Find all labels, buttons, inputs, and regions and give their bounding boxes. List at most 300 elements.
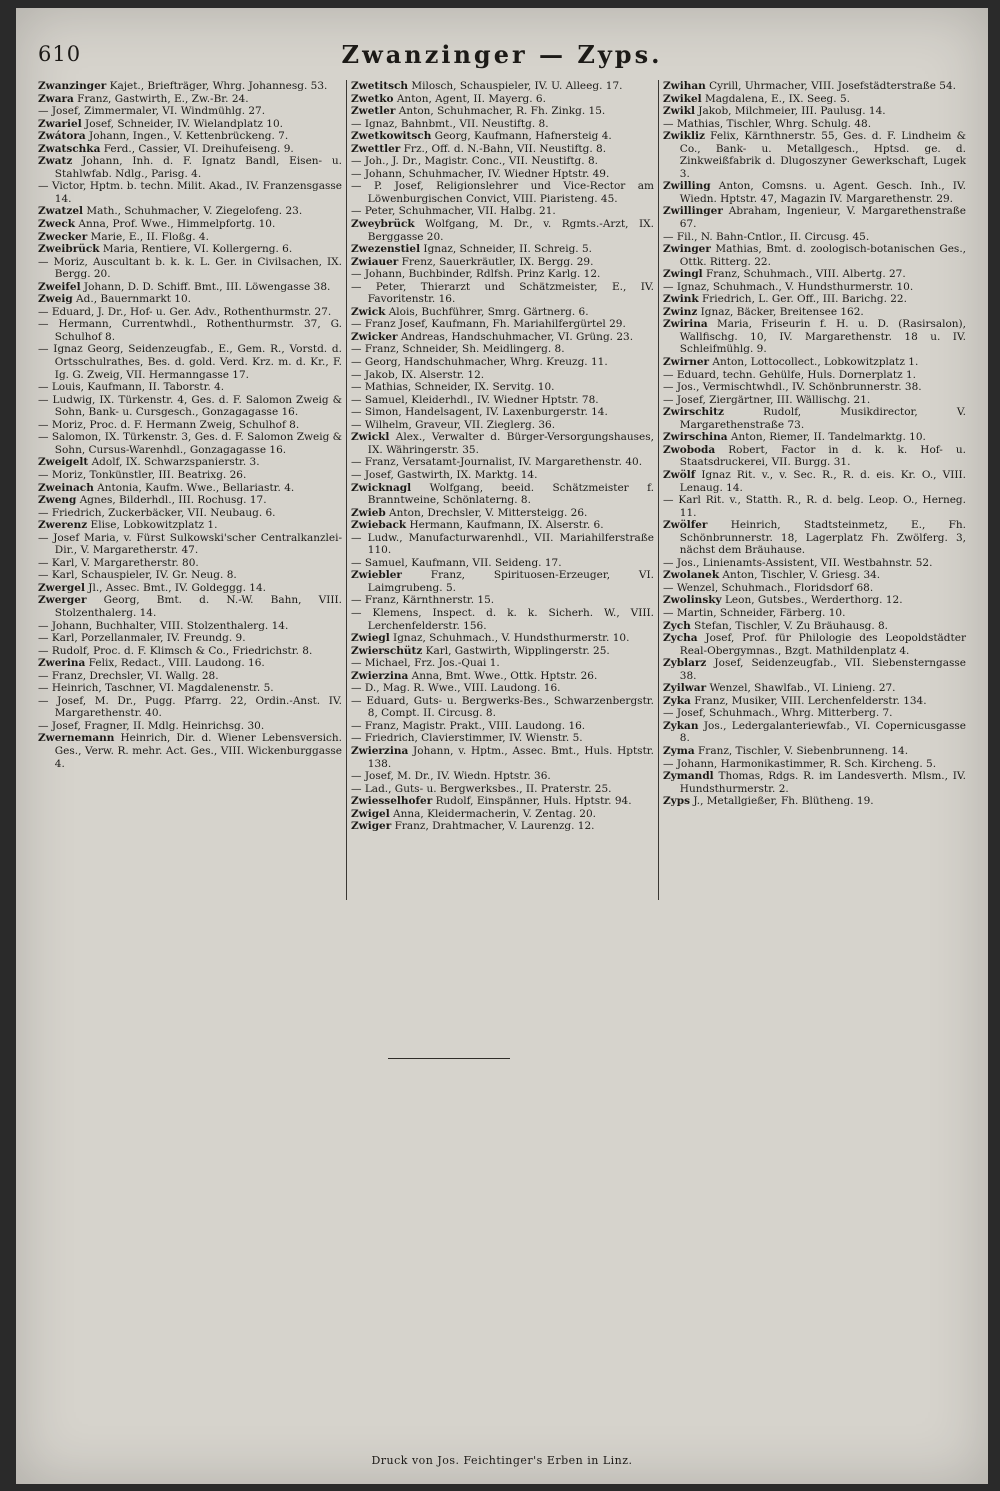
entry-details: J., Metallgießer, Fh. Blütheng. 19.	[690, 795, 874, 808]
entry-surname: Zwiger	[351, 820, 392, 833]
entry-details: Jos., Ledergalanteriewfab., VI. Copernicusgasse 8.	[679, 719, 966, 745]
directory-entry	[351, 482, 654, 507]
entry-details: Johann, Inh. d. F. Ignatz Bandl, Eisen- u. Stahlwfab. Ndlg., Parisg. 4.	[54, 155, 342, 180]
entry-surname: Zweibrück	[38, 243, 100, 256]
entry-surname: Zycha	[663, 632, 698, 645]
entry-details: Adolf, IX. Schwarzspanierstr. 3.	[88, 456, 260, 469]
directory-column-2	[346, 80, 658, 900]
directory-columns	[34, 80, 970, 900]
directory-entry	[663, 795, 966, 808]
entry-details: — Salomon, IX. Türkenstr. 3, Ges. d. F. Salomon Zweig & Sohn, Cursus-Warenhdl., Gonzagagasse 16.	[38, 431, 342, 456]
entry-details: Ignaz, Bäcker, Breitensee 162.	[697, 305, 864, 318]
entry-details: — Franz Josef, Kaufmann, Fh. Mariahilfergürtel 29.	[351, 318, 626, 331]
directory-entry	[38, 456, 342, 469]
directory-entry	[351, 732, 654, 745]
directory-entry	[351, 268, 654, 281]
entry-surname: Zwiegl	[351, 632, 390, 645]
directory-entry	[663, 720, 966, 745]
entry-details: — Jakob, IX. Alserstr. 12.	[351, 368, 485, 381]
entry-details: Franz, Drahtmacher, V. Laurenzg. 12.	[391, 820, 595, 833]
entry-details: — Franz, Versatamt-Journalist, IV. Margarethenstr. 40.	[351, 456, 643, 469]
directory-entry	[38, 155, 342, 180]
entry-details: — Samuel, Kleiderhdl., IV. Wiedner Hptstr. 78.	[351, 393, 599, 406]
directory-entry	[351, 356, 654, 369]
directory-entry	[38, 231, 342, 244]
entry-details: — Wenzel, Schuhmach., Floridsdorf 68.	[663, 581, 874, 594]
directory-entry	[663, 306, 966, 319]
entry-details: Magdalena, E., IX. Seeg. 5.	[701, 92, 850, 105]
directory-entry	[351, 607, 654, 632]
entry-surname: Zwanzinger	[38, 80, 107, 92]
entry-surname: Zwariel	[38, 117, 82, 130]
directory-entry	[38, 205, 342, 218]
entry-details: — Wilhelm, Graveur, VII. Zieglerg. 36.	[351, 418, 556, 431]
directory-entry	[663, 431, 966, 444]
directory-entry	[38, 645, 342, 658]
entry-details: Andreas, Handschuhmacher, VI. Grüng. 23.	[397, 330, 634, 343]
directory-entry	[663, 105, 966, 118]
entry-details: Karl, Gastwirth, Wipplingerstr. 25.	[422, 644, 610, 657]
entry-details: — Josef, Gastwirth, IX. Marktg. 14.	[351, 468, 538, 481]
entry-details: — Johann, Buchbinder, Rdlfsh. Prinz Karlg. 12.	[351, 268, 601, 281]
directory-entry	[663, 607, 966, 620]
entry-surname: Zwierzina	[351, 744, 409, 757]
entry-surname: Zwieb	[351, 506, 386, 519]
directory-entry	[351, 519, 654, 532]
entry-details: — Fil., N. Bahn-Cntlor., II. Circusg. 45.	[663, 230, 870, 243]
directory-entry	[38, 130, 342, 143]
directory-entry	[38, 519, 342, 532]
entry-surname: Zwölfer	[663, 519, 708, 532]
entry-details: — Samuel, Kaufmann, VII. Seideng. 17.	[351, 556, 562, 569]
entry-details: Elise, Lobkowitzplatz 1.	[87, 519, 218, 532]
entry-details: Anton, Tischler, V. Griesg. 34.	[719, 569, 881, 582]
entry-surname: Zwinger	[663, 243, 711, 256]
entry-surname: Zwink	[663, 293, 699, 306]
entry-details: Josef, Schneider, IV. Wielandplatz 10.	[81, 117, 283, 130]
entry-details: Franz, Schuhmach., VIII. Albertg. 27.	[702, 268, 906, 281]
entry-surname: Zwolanek	[663, 569, 720, 582]
directory-entry	[351, 318, 654, 331]
entry-details: Jakob, Milchmeier, III. Paulusg. 14.	[694, 105, 886, 118]
entry-details: — Ignaz, Bahnbmt., VII. Neustiftg. 8.	[351, 117, 549, 130]
entry-surname: Zwatz	[38, 155, 73, 168]
directory-entry	[663, 770, 966, 795]
entry-surname: Zwikl	[663, 105, 695, 118]
directory-entry	[351, 431, 654, 456]
directory-entry	[663, 406, 966, 431]
entry-surname: Zwetler	[351, 105, 396, 118]
entry-surname: Zwiebler	[351, 569, 402, 582]
entry-details: — Louis, Kaufmann, II. Taborstr. 4.	[38, 381, 225, 394]
entry-details: — Eduard, techn. Gehülfe, Huls. Dornerplatz 1.	[663, 368, 916, 381]
entry-details: Georg, Kaufmann, Hafnersteig 4.	[431, 130, 612, 143]
entry-details: Alois, Buchführer, Smrg. Gärtnerg. 6.	[385, 305, 589, 318]
entry-details: Robert, Factor in d. k. k. Hof- u. Staatsdruckerei, VII. Burgg. 31.	[679, 443, 966, 469]
entry-details: — Franz, Kärnthnerstr. 15.	[351, 594, 495, 607]
entry-details: Rudolf, Musikdirector, V. Margarethenstraße 73.	[679, 406, 966, 431]
directory-entry	[38, 469, 342, 482]
directory-entry	[38, 118, 342, 131]
directory-entry	[351, 645, 654, 658]
directory-entry	[38, 105, 342, 118]
entry-details: Thomas, Rdgs. R. im Landesverth. Mlsm., IV. Hundsthurmerstr. 2.	[679, 770, 966, 795]
directory-entry	[663, 569, 966, 582]
entry-details: — Josef, Zimmermaler, VI. Windmühlg. 27.	[38, 105, 266, 118]
directory-entry	[663, 381, 966, 394]
directory-entry	[351, 80, 654, 93]
directory-entry	[663, 745, 966, 758]
entry-details: Frenz, Sauerkräutler, IX. Bergg. 29.	[398, 255, 594, 268]
directory-entry	[351, 532, 654, 557]
directory-entry	[663, 118, 966, 131]
directory-entry	[38, 594, 342, 619]
entry-details: — Ludw., Manufacturwarenhdl., VII. Mariahilferstraße 110.	[351, 531, 654, 557]
entry-surname: Zwoboda	[663, 443, 716, 456]
directory-entry	[351, 808, 654, 821]
directory-entry	[351, 281, 654, 306]
entry-details: Anton, Riemer, II. Tandelmarktg. 10.	[727, 431, 926, 444]
entry-surname: Zwingl	[663, 268, 703, 281]
entry-details: Stefan, Tischler, V. Zu Bräuhausg. 8.	[690, 619, 889, 632]
directory-entry	[663, 130, 966, 180]
entry-surname: Zweck	[38, 218, 76, 231]
entry-surname: Zweinach	[38, 481, 94, 494]
entry-surname: Zwátora	[38, 130, 86, 143]
directory-entry	[38, 143, 342, 156]
printer-imprint: Druck von Jos. Feichtinger's Erben in Linz.	[371, 1454, 633, 1467]
entry-details: — Ignaz Georg, Seidenzeugfab., E., Gem. R., Vorstd. d. Ortsschulrathes, Bes. d. gold. Verd. Krz. m. d. Kr., F. Ig. G. Zweig, VII. Hermanngasse 17.	[38, 343, 342, 381]
entry-details: — Peter, Thierarzt und Schätzmeister, E., IV. Favoritenstr. 16.	[351, 280, 654, 306]
entry-surname: Zwatzel	[38, 205, 83, 218]
entry-details: — Victor, Hptm. b. techn. Milit. Akad., IV. Franzensgasse 14.	[38, 180, 342, 205]
entry-details: Alex., Verwalter d. Bürger-Versorgungshauses, IX. Währingerstr. 35.	[367, 431, 654, 456]
entry-surname: Zwetko	[351, 92, 394, 105]
running-head: Zwanzinger — Zyps.	[341, 40, 663, 69]
entry-surname: Zwernemann	[38, 732, 115, 745]
directory-entry	[351, 695, 654, 720]
directory-entry	[663, 519, 966, 557]
entry-details: Wolfgang, beeid. Schätzmeister f. Branntweine, Schönlaterng. 8.	[367, 481, 654, 507]
directory-entry	[351, 594, 654, 607]
directory-entry	[351, 720, 654, 733]
entry-details: — Mathias, Schneider, IX. Servitg. 10.	[351, 381, 555, 394]
entry-surname: Zwerger	[38, 594, 87, 607]
directory-entry	[663, 682, 966, 695]
entry-details: — Klemens, Inspect. d. k. k. Sicherh. W., VIII. Lerchenfelderstr. 156.	[351, 606, 654, 632]
directory-entry	[38, 343, 342, 381]
directory-entry	[351, 795, 654, 808]
directory-entry	[38, 318, 342, 343]
entry-details: — Ludwig, IX. Türkenstr. 4, Ges. d. F. Salomon Zweig & Sohn, Bank- u. Cursgesch., Gonzagagasse 16.	[38, 393, 342, 419]
directory-entry	[38, 431, 342, 456]
entry-details: Anton, Lottocollect., Lobkowitzplatz 1.	[709, 356, 919, 369]
entry-details: Math., Schuhmacher, V. Ziegelofeng. 23.	[83, 205, 303, 218]
directory-entry	[351, 381, 654, 394]
directory-entry	[38, 494, 342, 507]
entry-details: — Jos., Vermischtwhdl., IV. Schönbrunnerstr. 38.	[663, 381, 922, 394]
entry-surname: Zwikel	[663, 92, 702, 105]
entry-details: Ferd., Cassier, VI. Dreihufeiseng. 9.	[100, 142, 294, 155]
entry-details: Ignaz, Schneider, II. Schreig. 5.	[420, 243, 592, 256]
directory-entry	[351, 205, 654, 218]
entry-surname: Zweigelt	[38, 456, 89, 469]
directory-entry	[351, 168, 654, 181]
entry-surname: Zwikliz	[663, 130, 705, 143]
directory-entry	[663, 293, 966, 306]
directory-entry	[351, 406, 654, 419]
entry-surname: Zwolinsky	[663, 594, 722, 607]
entry-details: Johann, D. D. Schiff. Bmt., III. Löwengasse 38.	[80, 280, 331, 293]
entry-surname: Zwirschitz	[663, 406, 724, 419]
entry-surname: Zych	[663, 619, 691, 632]
directory-entry	[663, 318, 966, 356]
directory-entry	[663, 469, 966, 494]
entry-surname: Zweybrück	[351, 218, 415, 231]
entry-details: — Peter, Schuhmacher, VII. Halbg. 21.	[351, 205, 556, 218]
directory-entry	[663, 444, 966, 469]
entry-details: Antonia, Kaufm. Wwe., Bellariastr. 4.	[93, 481, 295, 494]
entry-details: Leon, Gutsbes., Werderthorg. 12.	[721, 594, 903, 607]
directory-entry	[663, 243, 966, 268]
entry-details: — Josef, Schuhmach., Whrg. Mitterberg. 7.	[663, 707, 893, 720]
directory-entry	[663, 695, 966, 708]
entry-surname: Zwilling	[663, 180, 711, 193]
entry-details: — Franz, Drechsler, VI. Wallg. 28.	[38, 669, 219, 682]
directory-entry	[351, 783, 654, 796]
entry-details: Mathias, Bmt. d. zoologisch-botanischen Ges., Ottk. Ritterg. 22.	[679, 243, 966, 268]
directory-entry	[38, 620, 342, 633]
directory-entry	[38, 695, 342, 720]
entry-details: — Josef Maria, v. Fürst Sulkowski'scher Centralkanzlei-Dir., V. Margaretherstr. 47.	[38, 531, 342, 557]
entry-surname: Zwara	[38, 92, 74, 105]
directory-entry	[663, 657, 966, 682]
directory-entry	[38, 507, 342, 520]
directory-entry	[351, 331, 654, 344]
entry-details: Maria, Rentiere, VI. Kollergerng. 6.	[99, 243, 293, 256]
entry-surname: Zweig	[38, 293, 73, 306]
entry-surname: Zweng	[38, 494, 77, 507]
directory-entry	[663, 268, 966, 281]
entry-details: — Rudolf, Proc. d. F. Klimsch & Co., Friedrichstr. 8.	[38, 644, 313, 657]
directory-entry	[663, 281, 966, 294]
entry-details: — Moriz, Proc. d. F. Hermann Zweig, Schulhof 8.	[38, 418, 300, 431]
entry-details: Jl., Assec. Bmt., IV. Goldeggg. 14.	[84, 581, 267, 594]
directory-entry	[351, 670, 654, 683]
entry-details: — Josef, Fragner, II. Mdlg. Heinrichsg. 30.	[38, 719, 265, 732]
entry-surname: Zwezenstiel	[351, 243, 421, 256]
directory-entry	[663, 758, 966, 771]
entry-details: Josef, Prof. für Philologie des Leopoldstädter Real-Obergymnas., Bzgt. Mathildenplatz 4.	[679, 632, 966, 657]
entry-details: — Martin, Schneider, Färberg. 10.	[663, 606, 846, 619]
directory-entry	[38, 394, 342, 419]
directory-entry	[38, 720, 342, 733]
entry-details: Ignaz, Schuhmach., V. Hundsthurmerstr. 10.	[389, 632, 630, 645]
entry-details: — Johann, Buchhalter, VIII. Stolzenthalerg. 14.	[38, 619, 289, 632]
entry-surname: Zykan	[663, 719, 699, 732]
directory-entry	[663, 356, 966, 369]
directory-entry	[351, 369, 654, 382]
entry-details: — Josef, M. Dr., Pugg. Pfarrg. 22, Ordin.-Anst. IV. Margarethenstr. 40.	[38, 694, 342, 720]
entry-details: Ignaz Rit. v., v. Sec. R., R. d. eis. Kr. O., VIII. Lenaug. 14.	[679, 468, 966, 494]
entry-details: Felix, Redact., VIII. Laudong. 16.	[85, 657, 265, 670]
directory-entry	[351, 682, 654, 695]
directory-entry	[38, 557, 342, 570]
entry-surname: Zyka	[663, 694, 691, 707]
directory-entry	[38, 532, 342, 557]
entry-details: — Karl, Porzellanmaler, IV. Freundg. 9.	[38, 632, 246, 645]
entry-details: Milosch, Schauspieler, IV. U. Alleeg. 17.	[408, 80, 623, 92]
entry-details: Ad., Bauernmarkt 10.	[72, 293, 191, 306]
directory-entry	[663, 394, 966, 407]
directory-entry	[663, 231, 966, 244]
directory-entry	[351, 657, 654, 670]
directory-entry	[38, 732, 342, 770]
entry-details: — Johann, Schuhmacher, IV. Wiedner Hptstr. 49.	[351, 167, 610, 180]
entry-surname: Zyma	[663, 744, 695, 757]
entry-details: Franz, Tischler, V. Siebenbrunneng. 14.	[694, 744, 909, 757]
entry-surname: Zwickl	[351, 431, 390, 444]
entry-details: Anna, Prof. Wwe., Himmelpfortg. 10.	[75, 218, 276, 231]
entry-details: Hermann, Kaufmann, IX. Alserstr. 6.	[406, 519, 604, 532]
directory-entry	[663, 632, 966, 657]
entry-details: Franz, Spirituosen-Erzeuger, VI. Laimgrubeng. 5.	[367, 569, 654, 594]
entry-surname: Zwieback	[351, 519, 407, 532]
entry-surname: Zwecker	[38, 230, 88, 243]
entry-surname: Zwirschina	[663, 431, 728, 444]
entry-surname: Zwick	[351, 305, 386, 318]
directory-entry	[38, 281, 342, 294]
entry-details: — Karl, Schauspieler, IV. Gr. Neug. 8.	[38, 569, 237, 582]
directory-entry	[38, 80, 342, 93]
directory-entry	[38, 419, 342, 432]
entry-surname: Zwatschka	[38, 142, 101, 155]
directory-entry	[351, 770, 654, 783]
entry-details: Friedrich, L. Ger. Off., III. Barichg. 22.	[698, 293, 907, 306]
entry-details: — Franz, Magistr. Prakt., VIII. Laudong. 16.	[351, 719, 586, 732]
entry-details: Rudolf, Einspänner, Huls. Hptstr. 94.	[432, 795, 632, 808]
entry-details: — Georg, Handschuhmacher, Whrg. Kreuzg. 11.	[351, 356, 608, 369]
directory-entry	[38, 256, 342, 281]
directory-entry	[38, 243, 342, 256]
directory-entry	[38, 381, 342, 394]
entry-details: Wolfgang, M. Dr., v. Rgmts.-Arzt, IX. Berggasse 20.	[367, 218, 654, 243]
entry-details: — Moriz, Tonkünstler, III. Beatrixg. 26.	[38, 468, 247, 481]
entry-details: — Simon, Handelsagent, IV. Laxenburgerstr. 14.	[351, 406, 608, 419]
entry-details: — Eduard, J. Dr., Hof- u. Ger. Adv., Rothenthurmstr. 27.	[38, 305, 332, 318]
entry-details: Anna, Kleidermacherin, V. Zentag. 20.	[389, 807, 596, 820]
entry-details: — Jos., Linienamts-Assistent, VII. Westbahnstr. 52.	[663, 556, 933, 569]
closing-rule	[388, 1058, 510, 1059]
entry-details: Anna, Bmt. Wwe., Ottk. Hptstr. 26.	[408, 669, 598, 682]
directory-entry	[663, 494, 966, 519]
directory-entry	[351, 93, 654, 106]
entry-details: Felix, Kärnthnerstr. 55, Ges. d. F. Lindheim & Co., Bank- u. Metallgesch., Hptsd. ge. d. Zinkweißfabrik d. Dlugoszyner Gewerkschaft, Lugek 3.	[679, 130, 966, 180]
directory-entry	[351, 419, 654, 432]
entry-details: — Eduard, Guts- u. Bergwerks-Bes., Schwarzenbergstr. 8, Compt. II. Circusg. 8.	[351, 694, 654, 720]
entry-details: Heinrich, Stadtsteinmetz, E., Fh. Schönbrunnerstr. 18, Lagerplatz Fh. Zwölferg. 3, nächst dem Bräuhause.	[679, 519, 966, 557]
entry-surname: Zwerina	[38, 657, 86, 670]
entry-details: — Joh., J. Dr., Magistr. Conc., VII. Neustiftg. 8.	[351, 155, 598, 168]
entry-details: Abraham, Ingenieur, V. Margarethenstraße 67.	[679, 205, 966, 231]
entry-surname: Zwerenz	[38, 519, 88, 532]
entry-surname: Zwölf	[663, 468, 696, 481]
directory-entry	[351, 118, 654, 131]
directory-entry	[351, 130, 654, 143]
entry-details: Georg, Bmt. d. N.-W. Bahn, VIII. Stolzenthalerg. 14.	[54, 594, 342, 619]
entry-details: — Michael, Frz. Jos.-Quai 1.	[351, 657, 500, 670]
directory-entry	[38, 582, 342, 595]
entry-details: Josef, Seidenzeugfab., VII. Siebensterngasse 38.	[679, 657, 966, 682]
directory-entry	[38, 218, 342, 231]
entry-details: — Lad., Guts- u. Bergwerksbes., II. Praterstr. 25.	[351, 782, 612, 795]
entry-surname: Zwicker	[351, 330, 398, 343]
directory-entry	[663, 205, 966, 230]
directory-entry	[38, 306, 342, 319]
directory-page	[16, 8, 988, 1484]
directory-entry	[663, 582, 966, 595]
entry-surname: Zwiesselhofer	[351, 795, 433, 808]
entry-details: Anton, Comsns. u. Agent. Gesch. Inh., IV. Wiedn. Hptstr. 47, Magazin IV. Margarethenstr. 29.	[679, 180, 966, 205]
directory-entry	[351, 243, 654, 256]
directory-entry	[351, 745, 654, 770]
entry-surname: Zwetkowitsch	[351, 130, 432, 143]
entry-surname: Zwiauer	[351, 255, 399, 268]
directory-entry	[38, 670, 342, 683]
entry-details: Heinrich, Dir. d. Wiener Lebensversich. Ges., Verw. R. mehr. Act. Ges., VIII. Wickenburggasse 4.	[54, 732, 342, 770]
directory-entry	[663, 620, 966, 633]
entry-surname: Zyblarz	[663, 657, 707, 670]
directory-entry	[351, 394, 654, 407]
entry-details: Johann, v. Hptm., Assec. Bmt., Huls. Hptstr. 138.	[367, 744, 654, 770]
entry-surname: Zwierschütz	[351, 644, 423, 657]
entry-surname: Zwergel	[38, 581, 85, 594]
entry-details: — Heinrich, Taschner, VI. Magdalenenstr. 5.	[38, 682, 274, 695]
entry-surname: Zweifel	[38, 280, 81, 293]
directory-entry	[351, 343, 654, 356]
entry-surname: Zymandl	[663, 770, 714, 783]
page-number: 610	[38, 42, 82, 66]
directory-entry	[38, 93, 342, 106]
directory-entry	[351, 218, 654, 243]
directory-entry	[38, 632, 342, 645]
directory-entry	[663, 557, 966, 570]
entry-details: — Hermann, Currentwhdl., Rothenthurmstr. 37, G. Schulhof 8.	[38, 318, 342, 343]
directory-entry	[351, 306, 654, 319]
directory-entry	[351, 155, 654, 168]
entry-details: Maria, Friseurin f. H. u. D. (Rasirsalon), Wallfischg. 10, IV. Margarethenstr. 18 u. IV. Schleifmühlg. 9.	[679, 318, 966, 356]
entry-details: Wenzel, Shawlfab., VI. Linieng. 27.	[706, 682, 896, 695]
directory-entry	[38, 180, 342, 205]
directory-entry	[663, 180, 966, 205]
entry-details: Franz, Gastwirth, E., Zw.-Br. 24.	[73, 92, 249, 105]
entry-details: Anton, Schuhmacher, R. Fh. Zinkg. 15.	[395, 105, 606, 118]
directory-entry	[351, 469, 654, 482]
directory-entry	[351, 180, 654, 205]
entry-surname: Zyilwar	[663, 682, 707, 695]
entry-details: — Ignaz, Schuhmach., V. Hundsthurmerstr. 10.	[663, 280, 914, 293]
directory-entry	[351, 569, 654, 594]
entry-surname: Zwettler	[351, 142, 401, 155]
entry-details: Kajet., Briefträger, Whrg. Johannesg. 53.	[106, 80, 328, 92]
directory-entry	[38, 293, 342, 306]
entry-details: Anton, Agent, II. Mayerg. 6.	[393, 92, 546, 105]
entry-surname: Zwetitsch	[351, 80, 409, 92]
entry-details: — Friedrich, Clavierstimmer, IV. Wienstr. 5.	[351, 732, 583, 745]
entry-details: — D., Mag. R. Wwe., VIII. Laudong. 16.	[351, 682, 561, 695]
entry-surname: Zwinz	[663, 305, 698, 318]
directory-entry	[351, 557, 654, 570]
